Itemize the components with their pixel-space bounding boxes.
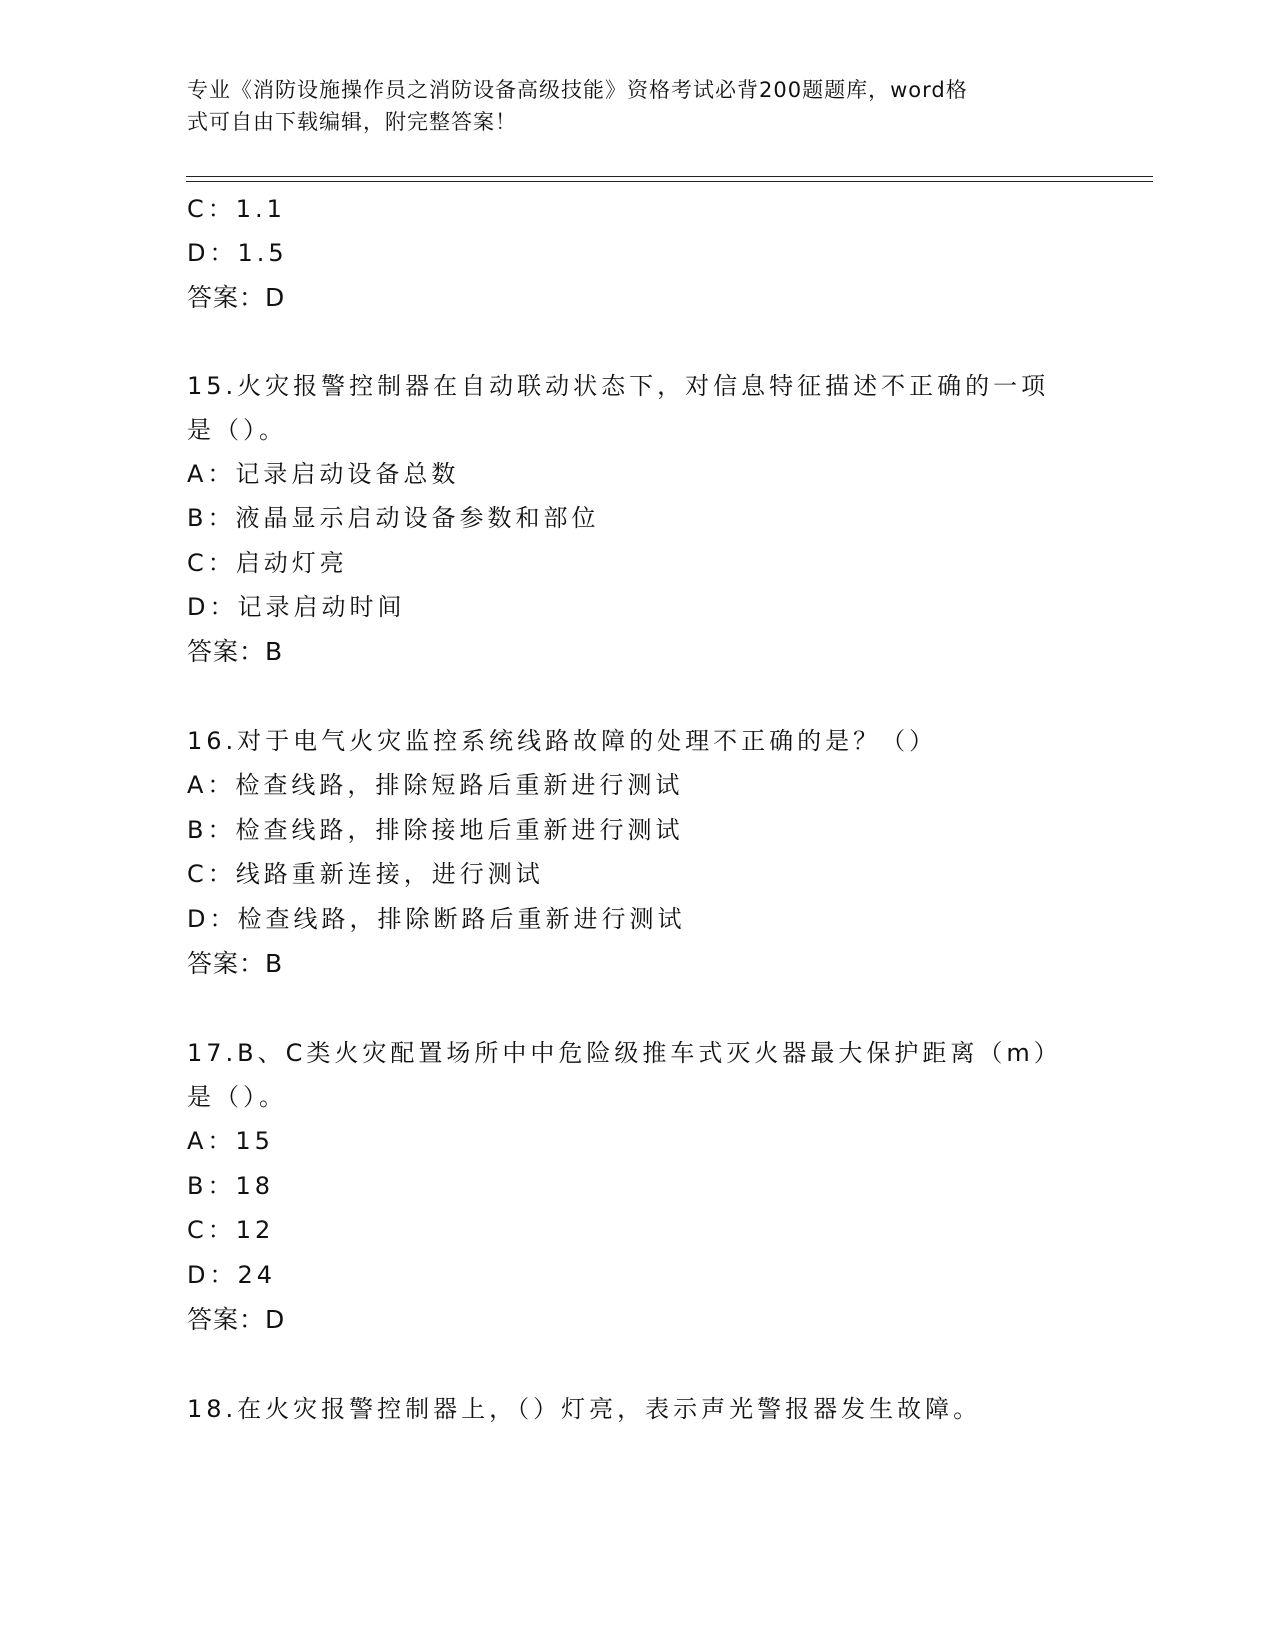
q17-option-c: C：12 — [187, 1216, 275, 1244]
q18-stem-line-1: 18.在火灾报警控制器上，（）灯亮，表示声光警报器发生故障。 — [187, 1395, 982, 1423]
header-divider-top — [186, 176, 1153, 177]
q15-stem-line-2: 是（）。 — [187, 416, 287, 444]
prev-option-d: D：1.5 — [187, 239, 288, 267]
q16-option-d: D：检查线路，排除断路后重新进行测试 — [187, 905, 686, 933]
q16-answer: 答案：B — [187, 949, 284, 978]
header-divider-bottom — [186, 181, 1153, 182]
q17-stem-line-2: 是（）。 — [187, 1083, 287, 1111]
q17-option-d: D：24 — [187, 1261, 277, 1289]
q15-stem-line-1: 15.火灾报警控制器在自动联动状态下，对信息特征描述不正确的一项 — [187, 372, 1050, 400]
q15-answer: 答案：B — [187, 637, 284, 666]
q17-stem-line-1: 17.B、C类火灾配置场所中中危险级推车式灭火器最大保护距离（m） — [187, 1039, 1062, 1067]
q15-option-d: D：记录启动时间 — [187, 593, 406, 621]
q17-option-b: B：18 — [187, 1172, 275, 1200]
q17-option-a: A：15 — [187, 1127, 274, 1155]
prev-option-c: C：1.1 — [187, 195, 286, 223]
q15-option-a: A：记录启动设备总数 — [187, 460, 460, 488]
document-header — [187, 74, 1077, 138]
q16-stem-line-1: 16.对于电气火灾监控系统线路故障的处理不正确的是？（） — [187, 727, 938, 755]
header-line-2: 式可自由下载编辑，附完整答案！ — [187, 110, 517, 134]
q16-option-a: A：检查线路，排除短路后重新进行测试 — [187, 771, 684, 799]
q17-answer: 答案：D — [187, 1305, 286, 1334]
q15-option-c: C：启动灯亮 — [187, 549, 348, 577]
q16-option-c: C：线路重新连接，进行测试 — [187, 860, 544, 888]
q15-option-b: B：液晶显示启动设备参数和部位 — [187, 504, 600, 532]
q16-option-b: B：检查线路，排除接地后重新进行测试 — [187, 816, 684, 844]
prev-answer: 答案：D — [187, 283, 286, 312]
header-line-1: 专业《消防设施操作员之消防设备高级技能》资格考试必背200题题库，word格 — [187, 78, 968, 102]
